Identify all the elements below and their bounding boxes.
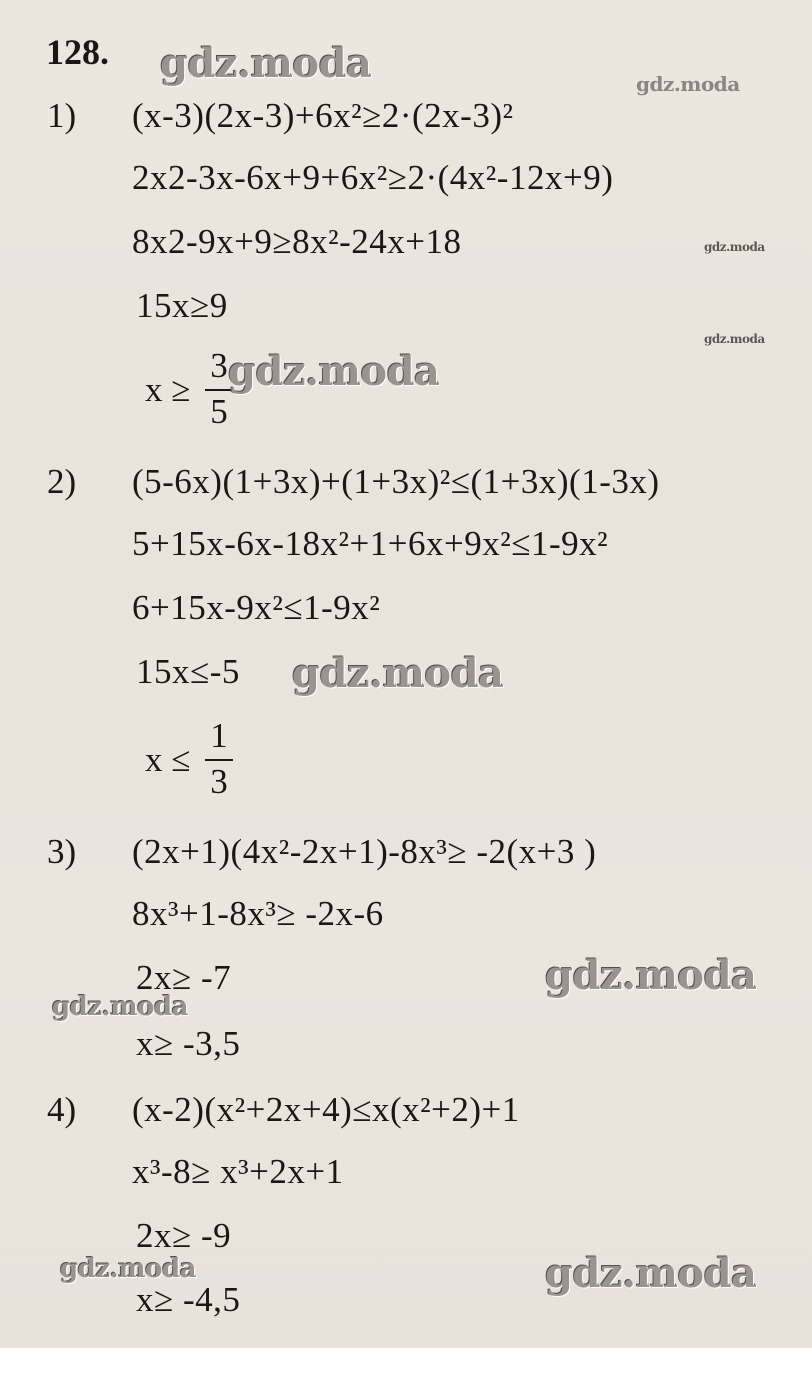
watermark: gdz.moda — [52, 992, 189, 1022]
part-3-line-1: (2x+1)(4x²-2x+1)-8x³≥ -2(x+3 ) — [132, 832, 597, 871]
part-1-answer-numerator: 3 — [210, 346, 228, 385]
part-4-label: 4) — [47, 1090, 77, 1129]
watermark: gdz.moda — [545, 952, 757, 999]
part-4-line-1: (x-2)(x²+2x+4)≤x(x²+2)+1 — [132, 1090, 520, 1129]
watermark: gdz.moda — [704, 240, 765, 254]
part-2-line-4: 15x≤-5 — [136, 652, 240, 691]
part-2-answer-numerator: 1 — [210, 716, 228, 755]
part-2-line-3: 6+15x-9x²≤1-9x² — [132, 588, 381, 627]
watermark: gdz.moda — [228, 348, 440, 395]
part-2-label: 2) — [47, 462, 77, 501]
watermark: gdz.moda — [160, 40, 372, 87]
part-1-line-1: (x-3)(2x-3)+6x²≥2·(2x-3)² — [132, 96, 514, 135]
part-4-line-3: 2x≥ -9 — [136, 1216, 232, 1255]
part-1-answer-denominator: 5 — [210, 392, 228, 431]
watermark: gdz.moda — [292, 650, 504, 697]
part-2-line-1: (5-6x)(1+3x)+(1+3x)²≤(1+3x)(1-3x) — [132, 462, 660, 501]
part-2-answer-lhs: x ≤ — [145, 740, 191, 779]
watermark: gdz.moda — [636, 72, 740, 96]
part-2-line-2: 5+15x-6x-18x²+1+6x+9x²≤1-9x² — [132, 524, 609, 563]
watermark: gdz.moda — [545, 1250, 757, 1297]
part-1-label: 1) — [47, 96, 77, 135]
part-2-answer-denominator: 3 — [210, 762, 228, 801]
part-4-line-4: x≥ -4,5 — [136, 1280, 241, 1319]
part-1-line-3: 8x2-9x+9≥8x²-24x+18 — [132, 222, 462, 261]
part-3-label: 3) — [47, 832, 77, 871]
part-1-answer-lhs: x ≥ — [145, 370, 191, 409]
bottom-margin — [0, 1348, 812, 1385]
part-1-line-4: 15x≥9 — [136, 286, 228, 325]
part-2-fraction-bar — [205, 759, 233, 761]
watermark: gdz.moda — [704, 332, 765, 346]
part-1-line-2: 2x2-3x-6x+9+6x²≥2·(4x²-12x+9) — [132, 158, 614, 197]
part-3-line-4: x≥ -3,5 — [136, 1024, 241, 1063]
watermark: gdz.moda — [60, 1254, 197, 1284]
part-3-line-2: 8x³+1-8x³≥ -2x-6 — [132, 894, 384, 933]
problem-number: 128. — [46, 32, 109, 72]
part-3-line-3: 2x≥ -7 — [136, 958, 232, 997]
part-4-line-2: x³-8≥ x³+2x+1 — [132, 1152, 344, 1191]
